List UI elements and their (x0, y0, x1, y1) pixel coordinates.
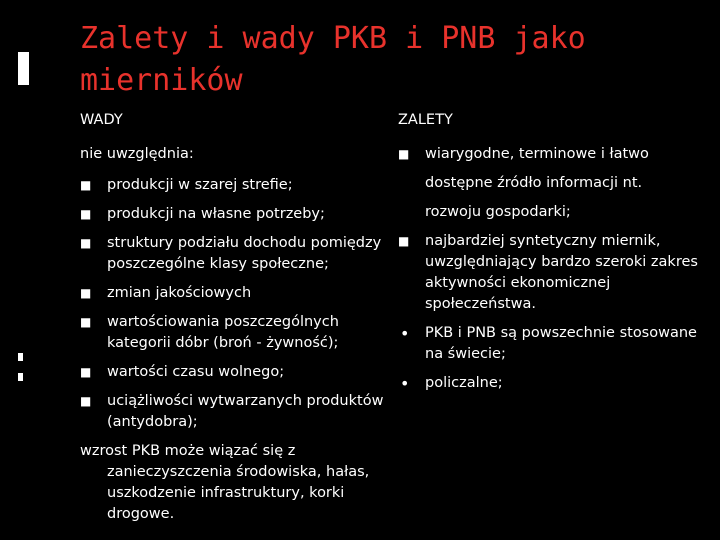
wady-intro: nie uwzględnia: (80, 146, 194, 162)
zalety-list (398, 144, 698, 165)
square-bullet-icon: ■ (80, 365, 92, 379)
list-item-text: wartości czasu wolnego; (107, 364, 285, 380)
list-item-text: najbardziej syntetyczny miernik, uwzględniający bardzo szeroki zakres aktywności ekonomicznej społeczeństwa. (425, 233, 698, 312)
zalety-column (398, 110, 698, 402)
list-item-text: policzalne; (425, 375, 503, 391)
list-item-text: wiarygodne, terminowe i łatwo (425, 146, 649, 162)
square-bullet-icon: ■ (80, 286, 92, 300)
zalety-heading: ZALETY (398, 112, 453, 128)
list-item-continuation: rozwoju gospodarki; (425, 204, 571, 220)
list-item-text: struktury podziału dochodu pomiędzy poszczególne klasy społeczne; (107, 235, 382, 272)
wady-list (80, 175, 395, 433)
list-item-text: wartościowania poszczególnych kategorii dóbr (broń - żywność); (107, 314, 339, 351)
list-item (398, 144, 698, 165)
list-item-text: produkcji na własne potrzeby; (107, 206, 325, 222)
dot-bullet-icon: • (400, 374, 410, 393)
square-bullet-icon: ■ (398, 234, 410, 248)
list-item-text: zmian jakościowych (107, 285, 252, 301)
list-item (80, 175, 395, 196)
wady-heading: WADY (80, 112, 123, 128)
list-item (80, 204, 395, 225)
slide-title: Zalety i wady PKB i PNB jako mierników (80, 21, 586, 98)
list-item (398, 231, 698, 315)
list-item-text: uciążliwości wytwarzanych produktów (antydobra); (107, 393, 384, 430)
wady-column (80, 110, 395, 525)
decor-square-large (18, 52, 29, 85)
list-item (80, 283, 395, 304)
dot-bullet-icon: • (400, 324, 410, 343)
list-item-continuation: dostępne źródło informacji nt. (425, 175, 643, 191)
decor-square-small (18, 373, 23, 381)
decor-square-small (18, 353, 23, 361)
square-bullet-icon: ■ (80, 236, 92, 250)
list-item (80, 233, 395, 275)
list-item (80, 391, 395, 433)
square-bullet-icon: ■ (398, 147, 410, 161)
list-item (398, 323, 698, 365)
square-bullet-icon: ■ (80, 207, 92, 221)
square-bullet-icon: ■ (80, 394, 92, 408)
list-item (80, 362, 395, 383)
square-bullet-icon: ■ (80, 178, 92, 192)
list-item (398, 373, 698, 394)
zalety-list-continued (398, 231, 698, 394)
square-bullet-icon: ■ (80, 315, 92, 329)
list-item-text: produkcji w szarej strefie; (107, 177, 293, 193)
list-item (80, 312, 395, 354)
list-item-text: PKB i PNB są powszechnie stosowane na świecie; (425, 325, 697, 362)
wady-closing: wzrost PKB może wiązać się z zanieczyszczenia środowiska, hałas, uszkodzenie infrastruktury, korki drogowe. (80, 443, 370, 522)
